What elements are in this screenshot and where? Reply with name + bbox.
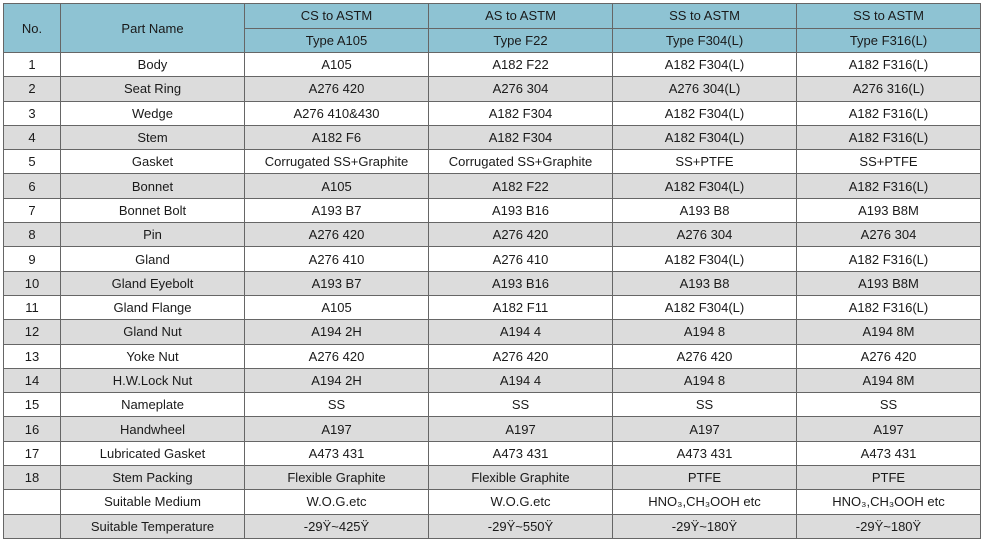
cell-no: 13 — [4, 344, 61, 368]
cell-ss304-material: A194 8 — [613, 368, 797, 392]
cell-as-material: A276 420 — [429, 344, 613, 368]
cell-part-name: Gland Eyebolt — [61, 271, 245, 295]
cell-ss304-material: A197 — [613, 417, 797, 441]
cell-as-material: A193 B16 — [429, 271, 613, 295]
cell-part-name: Yoke Nut — [61, 344, 245, 368]
header-group-title: CS to ASTM — [245, 4, 429, 29]
cell-part-name: Handwheel — [61, 417, 245, 441]
table-row — [4, 441, 981, 465]
table-row — [4, 271, 981, 295]
table-row — [4, 490, 981, 514]
table-row — [4, 344, 981, 368]
header-group-title: SS to ASTM — [613, 4, 797, 29]
cell-ss304-material: A193 B8 — [613, 198, 797, 222]
cell-no: 8 — [4, 223, 61, 247]
cell-part-name: Nameplate — [61, 393, 245, 417]
cell-ss316-material: PTFE — [797, 466, 981, 490]
cell-ss316-material: -29Ÿ~180Ÿ — [797, 514, 981, 538]
cell-ss304-material: A182 F304(L) — [613, 101, 797, 125]
cell-ss316-material: A276 316(L) — [797, 77, 981, 101]
table-row — [4, 393, 981, 417]
cell-ss304-material: A276 304(L) — [613, 77, 797, 101]
cell-cs-material: A194 2H — [245, 368, 429, 392]
cell-cs-material: A194 2H — [245, 320, 429, 344]
header-group-type: Type F22 — [429, 28, 613, 53]
header-group-type: Type F316(L) — [797, 28, 981, 53]
cell-cs-material: -29Ÿ~425Ÿ — [245, 514, 429, 538]
cell-part-name: Lubricated Gasket — [61, 441, 245, 465]
table-row — [4, 53, 981, 77]
cell-as-material: A473 431 — [429, 441, 613, 465]
cell-no: 3 — [4, 101, 61, 125]
cell-ss316-material: HNO₃,CH₃OOH etc — [797, 490, 981, 514]
table-row — [4, 77, 981, 101]
cell-ss316-material: A473 431 — [797, 441, 981, 465]
cell-part-name: Pin — [61, 223, 245, 247]
cell-ss304-material: PTFE — [613, 466, 797, 490]
header-group-type: Type F304(L) — [613, 28, 797, 53]
cell-cs-material: A473 431 — [245, 441, 429, 465]
cell-no: 17 — [4, 441, 61, 465]
cell-part-name: Suitable Temperature — [61, 514, 245, 538]
cell-ss316-material: A193 B8M — [797, 271, 981, 295]
cell-part-name: Gasket — [61, 150, 245, 174]
cell-part-name: Suitable Medium — [61, 490, 245, 514]
table-row — [4, 174, 981, 198]
cell-ss304-material: A193 B8 — [613, 271, 797, 295]
cell-no: 10 — [4, 271, 61, 295]
cell-part-name: Wedge — [61, 101, 245, 125]
cell-as-material: A276 304 — [429, 77, 613, 101]
cell-cs-material: A197 — [245, 417, 429, 441]
table-row — [4, 223, 981, 247]
table-row — [4, 295, 981, 319]
cell-part-name: Gland Nut — [61, 320, 245, 344]
cell-part-name: Bonnet Bolt — [61, 198, 245, 222]
cell-ss316-material: A276 420 — [797, 344, 981, 368]
table-row — [4, 198, 981, 222]
cell-ss304-material: SS — [613, 393, 797, 417]
cell-cs-material: A105 — [245, 295, 429, 319]
cell-ss304-material: A182 F304(L) — [613, 295, 797, 319]
cell-as-material: A276 420 — [429, 223, 613, 247]
cell-part-name: Body — [61, 53, 245, 77]
table-row — [4, 150, 981, 174]
table-row — [4, 466, 981, 490]
cell-as-material: A182 F304 — [429, 125, 613, 149]
cell-cs-material: A276 410 — [245, 247, 429, 271]
cell-cs-material: A105 — [245, 174, 429, 198]
cell-no: 1 — [4, 53, 61, 77]
table-body — [4, 53, 981, 539]
cell-as-material: A182 F11 — [429, 295, 613, 319]
cell-part-name: Bonnet — [61, 174, 245, 198]
cell-ss304-material: HNO₃,CH₃OOH etc — [613, 490, 797, 514]
cell-ss316-material: A182 F316(L) — [797, 295, 981, 319]
cell-no: 18 — [4, 466, 61, 490]
cell-ss304-material: A182 F304(L) — [613, 125, 797, 149]
cell-as-material: -29Ÿ~550Ÿ — [429, 514, 613, 538]
cell-ss304-material: A182 F304(L) — [613, 174, 797, 198]
header-group-title: AS to ASTM — [429, 4, 613, 29]
cell-no: 11 — [4, 295, 61, 319]
table-row — [4, 368, 981, 392]
table-header — [4, 4, 981, 53]
cell-ss304-material: SS+PTFE — [613, 150, 797, 174]
cell-as-material: SS — [429, 393, 613, 417]
cell-cs-material: A276 420 — [245, 77, 429, 101]
cell-cs-material: SS — [245, 393, 429, 417]
cell-no: 4 — [4, 125, 61, 149]
cell-as-material: Corrugated SS+Graphite — [429, 150, 613, 174]
table-row — [4, 125, 981, 149]
header-row-groups — [4, 4, 981, 29]
cell-cs-material: A105 — [245, 53, 429, 77]
table-row — [4, 320, 981, 344]
header-group-title: SS to ASTM — [797, 4, 981, 29]
cell-ss316-material: A197 — [797, 417, 981, 441]
cell-cs-material: A276 420 — [245, 344, 429, 368]
cell-no: 6 — [4, 174, 61, 198]
cell-cs-material: A276 420 — [245, 223, 429, 247]
table-row — [4, 417, 981, 441]
table-row — [4, 514, 981, 538]
cell-ss304-material: A182 F304(L) — [613, 247, 797, 271]
cell-as-material: A194 4 — [429, 320, 613, 344]
cell-ss304-material: A276 304 — [613, 223, 797, 247]
cell-as-material: Flexible Graphite — [429, 466, 613, 490]
cell-as-material: A182 F304 — [429, 101, 613, 125]
cell-cs-material: Flexible Graphite — [245, 466, 429, 490]
cell-ss316-material: A182 F316(L) — [797, 247, 981, 271]
cell-ss304-material: A194 8 — [613, 320, 797, 344]
cell-cs-material: A182 F6 — [245, 125, 429, 149]
cell-ss304-material: A276 420 — [613, 344, 797, 368]
cell-ss304-material: A182 F304(L) — [613, 53, 797, 77]
materials-table — [3, 3, 981, 539]
cell-no — [4, 514, 61, 538]
cell-ss316-material: A182 F316(L) — [797, 125, 981, 149]
table-row — [4, 101, 981, 125]
cell-no: 15 — [4, 393, 61, 417]
cell-as-material: A193 B16 — [429, 198, 613, 222]
cell-cs-material: W.O.G.etc — [245, 490, 429, 514]
cell-as-material: A197 — [429, 417, 613, 441]
cell-no: 2 — [4, 77, 61, 101]
cell-part-name: Stem Packing — [61, 466, 245, 490]
cell-no: 7 — [4, 198, 61, 222]
cell-cs-material: A276 410&430 — [245, 101, 429, 125]
cell-cs-material: Corrugated SS+Graphite — [245, 150, 429, 174]
cell-ss316-material: A276 304 — [797, 223, 981, 247]
cell-ss316-material: A193 B8M — [797, 198, 981, 222]
cell-no — [4, 490, 61, 514]
cell-as-material: A182 F22 — [429, 174, 613, 198]
header-no: No. — [4, 4, 61, 53]
cell-no: 12 — [4, 320, 61, 344]
cell-no: 9 — [4, 247, 61, 271]
table-row — [4, 247, 981, 271]
header-part-name: Part Name — [61, 4, 245, 53]
cell-part-name: Gland — [61, 247, 245, 271]
cell-no: 14 — [4, 368, 61, 392]
cell-no: 5 — [4, 150, 61, 174]
cell-part-name: Seat Ring — [61, 77, 245, 101]
cell-as-material: A182 F22 — [429, 53, 613, 77]
cell-ss316-material: A182 F316(L) — [797, 174, 981, 198]
cell-part-name: Stem — [61, 125, 245, 149]
cell-ss316-material: SS — [797, 393, 981, 417]
cell-part-name: H.W.Lock Nut — [61, 368, 245, 392]
cell-as-material: A194 4 — [429, 368, 613, 392]
cell-no: 16 — [4, 417, 61, 441]
cell-cs-material: A193 B7 — [245, 271, 429, 295]
cell-ss316-material: A182 F316(L) — [797, 53, 981, 77]
cell-ss316-material: A194 8M — [797, 320, 981, 344]
cell-ss316-material: A194 8M — [797, 368, 981, 392]
cell-as-material: A276 410 — [429, 247, 613, 271]
cell-as-material: W.O.G.etc — [429, 490, 613, 514]
cell-ss304-material: -29Ÿ~180Ÿ — [613, 514, 797, 538]
cell-part-name: Gland Flange — [61, 295, 245, 319]
cell-ss304-material: A473 431 — [613, 441, 797, 465]
cell-cs-material: A193 B7 — [245, 198, 429, 222]
cell-ss316-material: SS+PTFE — [797, 150, 981, 174]
header-group-type: Type A105 — [245, 28, 429, 53]
cell-ss316-material: A182 F316(L) — [797, 101, 981, 125]
